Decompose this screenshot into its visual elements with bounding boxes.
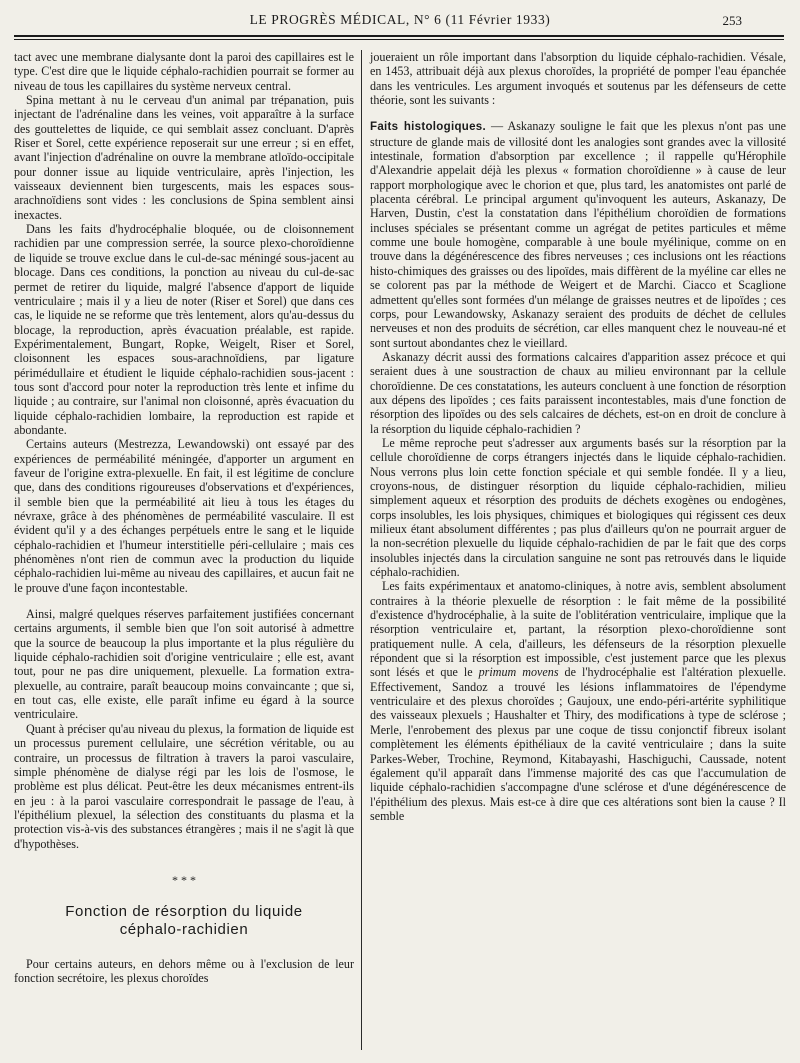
header-rule-thin	[14, 39, 784, 40]
paragraph-gap	[370, 107, 786, 119]
subheading-histological-facts: Faits histologiques.	[370, 121, 486, 134]
paragraph	[370, 119, 786, 350]
section-title-line-1: Fonction de résorption du liquide	[65, 902, 303, 920]
italic-latin-term: primum movens	[478, 665, 559, 680]
section-title	[14, 903, 354, 939]
left-column	[14, 50, 354, 986]
section-separator-stars: * * *	[172, 872, 196, 887]
paragraph: Ainsi, malgré quelques réserves parfaitement justifiées concernant certains arguments, il semble bien que l'on soit autorisé à admettre que la source de beaucoup la plus importante et la plus régulière du liquide céphalo-rachidien soit d'origine ventriculaire ; elle est, avant tout, pour ne pas dire uniquement, plexuelle. La formation extra-plexuelle, au contraire, paraît beaucoup moins convaincante ; que si, en tout cas, elle existe, elle paraît infime eu égard à la source ventriculaire.	[14, 607, 354, 722]
page-number: 253	[722, 13, 742, 28]
paragraph: Spina mettant à nu le cerveau d'un animal par trépanation, puis injectant de l'adrénaline dans les veines, voit apparaître à la surface des gouttelettes de liquide, ce qui semblait assez concluant. D'après Riser et Sorel, cette expérience reposerait sur une erreur ; si en effet, avant l'injection d'adrénaline on ouvre la membrane atloïdo-occipitale pour donner issue au liquide ventriculaire, après l'injection, les vaisseaux deviennent bien turgescents, mais les espaces sous-arachnoïdiens sont vides : les conclusions de Spina semblent ainsi inexactes.	[14, 93, 354, 222]
paragraph-text: de l'hydrocéphalie est l'altération plexuelle. Effectivement, Sandoz a trouvé les lésions inflammatoires de l'épendyme ventriculaire et des plexus choroïdes ; Gaujoux, une endo-péri-artérite syphilitique des vaisseaux plexuels ; Haushalter et Thiry, des modifications à type de sclérose ; Merle, l'enrobement des plexus par une coque de tissu conjonctif fibreux isolant complètement les éléments épithéliaux de la cavité ventriculaire ; dans la suite Parkes-Weber, Trochine, Reymond, Kitabayashi, Haschiguchi, Caussade, notent également qu'il apparaît dans l'immense majorité des cas que l'accumulation de liquide céphalo-rachidien s'accompagne d'une sclérose et d'une dégénérescence de l'épithélium des plexus. Mais est-ce à dire que ces altérations sont bien la cause ? Il semble	[370, 665, 787, 823]
paragraph: Askanazy décrit aussi des formations calcaires d'apparition assez précoce et qui seraient dues à une soustraction de chaux au milieu environnant par la cellule choroïdienne. De ces constatations, les auteurs concluent à une fonction de résorption aux dépens des lipoïdes ; ces faits paraissent incontestables, mais d'une fonction de résorption des lipoïdes ou des sels calcaires de déchets, est-on en droit de conclure à la résorption du liquide céphalo-rachidien ?	[370, 349, 786, 436]
paragraph	[370, 579, 786, 823]
paragraph-text: Les faits expérimentaux et anatomo-cliniques, à notre avis, semblent absolument contraires à la théorie plexuelle de résorption : le fait même de la possibilité d'existence d'hydrocéphalie, à la suite de l'oblitération ventriculaire, implique que la résorption ventriculaire et, partant, la résorption plexo-choroïdienne sont pratiquement nulle. A cela, d'ailleurs, les défenseurs de la résorption plexuelle répondent que si la résorption est impossible, c'est justement parce que les plexus sont lésés et que le	[370, 579, 786, 680]
page-header	[0, 12, 800, 34]
paragraph: Le même reproche peut s'adresser aux arguments basés sur la résorption par la cellule choroïdienne de corps étrangers injectés dans le liquide céphalo-rachidien. Nous verrons plus loin cette fonction spéciale et qui semble fondée. Il y a lieu, croyons-nous, de distinguer résorption du liquide céphalo-rachidien, milieu simplement aqueux et résorption des produits de déchets exogènes ou endogènes, corps insolubles, les lois physiques, chimiques et biologiques qui régissent ces deux milieux étant absolument différentes ; pas plus d'ailleurs qu'on ne pourrait arguer de la non-secrétion plexuelle du liquide céphalo-rachidien de par le fait que des corps insolubles injectés dans la circulation sanguine ne sont pas retrouvés dans le liquide céphalo-rachidien.	[370, 435, 786, 580]
paragraph: Pour certains auteurs, en dehors même ou à l'exclusion de leur fonction secrétoire, les plexus choroïdes	[14, 956, 354, 986]
paragraph: Quant à préciser qu'au niveau du plexus, la formation de liquide est un processus purement cellulaire, une sécrétion véritable, ou au contraire, un processus de filtration à travers la paroi vasculaire, simple phénomène de dialyse régi par les lois de l'osmose, le problème est plus délicat. Peut-être les deux mécanismes entrent-ils en jeu : à la paroi vasculaire correspondrait le passage de l'eau, à l'épithélium plexuel, la sélection des constituants du plasma et la protection vis-à-vis des substances étrangères ; mais il ne s'agit là que d'hypothèses.	[14, 721, 354, 851]
paragraph-text: — Askanazy souligne le fait que les plexus n'ont pas une structure de glande mais de villosité dont les analogies sont grandes avec la villosité intestinale, formation d'absorption par excellence ; il rappelle qu'Hérophile d'Alexandrie appelait déjà les plexus « formation choroïdienne » à cause de leur rapport morphologique avec le chorion et que, plus tard, les anatomistes ont parlé de placenta cérébral. Le principal argument qu'invoquent les auteurs, Askanazy, De Harven, Dustin, c'est la constatation dans l'épithélium choroïdien de formations incluses spéciales se présentant comme un agrégat de petites particules et même comme une boule homogène, comparable à une boule myélinique, comme on en trouve dans la dégénérescence des fibres nerveuses ; ces inclusions ont les réactions histo-chimiques des graisses ou des lipoïdes, mais diffèrent de la myéline car elles ne se colorent pas par la méthode de Weigert et de Marchi. Ciacco et Scaglione admettent qu'elles sont formées d'un mélange de graisses neutres et de lipoïdes ; ces corps, pour Lewandowsky, Askanazy seraient des produits de déchet de cellules nerveuses et non des produits de sécrétion, car elles manquent chez le nouveau-né et sont surtout abondantes chez le vieillard.	[370, 119, 786, 350]
paragraph: joueraient un rôle important dans l'absorption du liquide céphalo-rachidien. Vésale, en 1453, attribuait déjà aux plexus choroïdes, la propriété de pomper l'eau épanchée dans les ventricules. Les argument invoqués et soutenus par les défenseurs de cette théorie, sont les suivants :	[370, 50, 786, 108]
section-title-line-2: céphalo-rachidien	[119, 920, 249, 938]
paragraph-gap	[14, 595, 354, 607]
header-rule	[14, 35, 784, 37]
paragraph: tact avec une membrane dialysante dont la paroi des capillaires est le type. C'est dire que le liquide céphalo-rachidien pourrait se former au niveau de tous les capillaires du système nerveux central.	[14, 50, 354, 93]
paragraph: Dans les faits d'hydrocéphalie bloquée, ou de cloisonnement rachidien par une compression serrée, la source plexo-choroïdienne de liquide se trouve exclue dans le cul-de-sac méningé sous-jacent au blocage. Dans ces conditions, la ponction au niveau du cul-de-sac permet de retirer du liquide, malgré l'absence d'apport de liquide ventriculaire ; mais il y a lieu de noter (Riser et Sorel) que dans ces cas, le liquide ne se reforme que très lentement, alors qu'au-dessus du blocage, la reproduction, après évacuation préalable, est rapide. Expérimentalement, Bungart, Ropke, Weigelt, Riser et Sorel, cloisonnent les espaces sous-arachnoïdiens, par ligature périmédullaire et étudient le liquide céphalo-rachidien sous-jacent : tous sont d'accord pour noter la reproduction très lente et infime du liquide ; au contraire, sur l'animal non cloisonné, après évacuation du liquide céphalo-rachidien lombaire, la reproduction est rapide et abondante.	[14, 222, 354, 437]
paragraph: Certains auteurs (Mestrezza, Lewandowski) ont essayé par des expériences de perméabilité méningée, d'apporter un argument en faveur de l'origine extra-plexuelle. En fait, il est légitime de conclure que, dans des conditions rigoureuses d'observations et d'expériences, il semble bien que la perméabilité ait lieu à tous les étages du névraxe, grâce à des phénomènes de perméabilité vasculaire. Il est évident qu'il y a des échanges perpétuels entre le sang et le liquide céphalo-rachidien et l'humeur interstitielle péri-cellulaire ; mais ces phénomènes n'ont rien de commun avec la production du liquide céphalo-rachidien lui-même au niveau des capillaires, et aucun fait ne le prouve d'une façon incontestable.	[14, 437, 354, 595]
running-title: LE PROGRÈS MÉDICAL, N° 6 (11 Février 1933)	[249, 12, 551, 27]
right-column	[370, 50, 786, 823]
column-separator	[361, 50, 362, 1050]
